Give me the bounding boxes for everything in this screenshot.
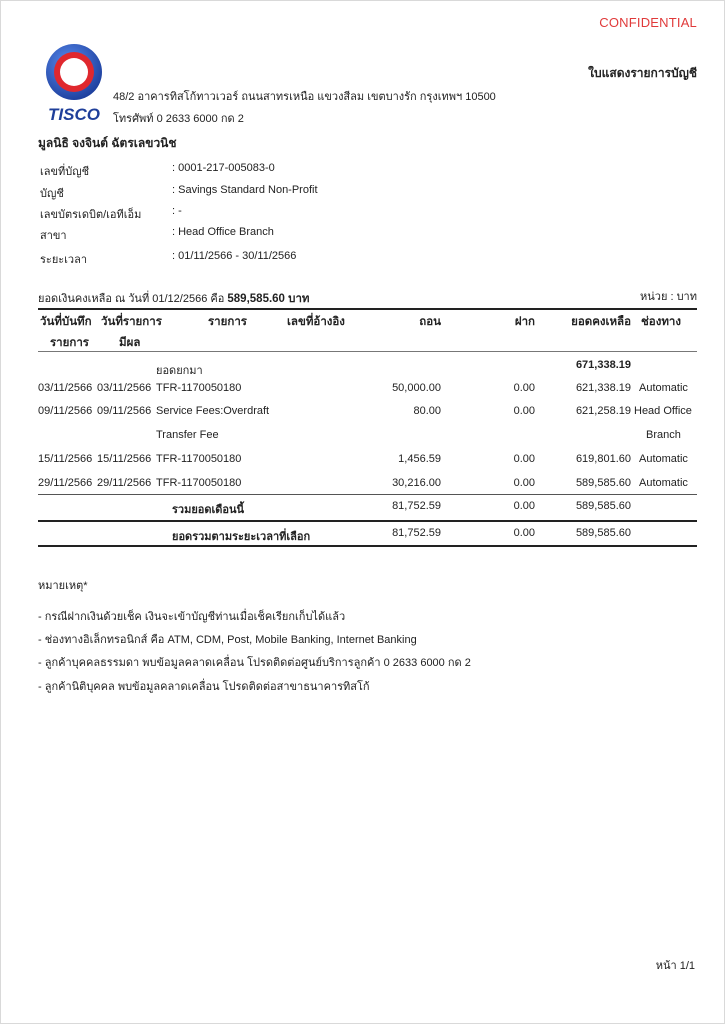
row-withdrawal: 30,216.00 [392,477,441,489]
monthly-total-balance: 589,585.60 [575,500,631,512]
header-record-date-2: รายการ [50,337,89,349]
note-item: - ลูกค้านิติบุคคล พบข้อมูลคลาดเคลื่อน โปรดติดต่อสาขาธนาคารทิสโก้ [38,681,370,693]
card-number-label: เลขบัตรเดบิต/เอทีเอ็ม [40,209,142,221]
table-top-rule [38,308,697,310]
row-channel: Automatic [639,453,688,465]
header-record-date: วันที่บันทึก [40,316,92,328]
confidential-label: CONFIDENTIAL [599,15,697,30]
balance-summary-prefix: ยอดเงินคงเหลือ ณ วันที่ 01/12/2566 คือ [38,293,228,305]
brought-forward-balance: 671,338.19 [575,359,631,371]
row-balance: 589,585.60 [575,477,631,489]
row-effective-date: 03/11/2566 [97,382,152,394]
row-description-line2: Transfer Fee [156,429,219,441]
row-date: 15/11/2566 [38,453,93,465]
tisco-logo [40,40,108,126]
header-balance: ยอดคงเหลือ [571,316,631,328]
row-channel-line2: Branch [646,429,681,441]
row-description: TFR-1170050180 [156,382,242,394]
bank-address: 48/2 อาคารทิสโก้ทาวเวอร์ ถนนสาทรเหนือ แขวงสีลม เขตบางรัก กรุงเทพฯ 10500 [113,91,496,103]
row-channel: Automatic [639,382,688,394]
note-item: - ลูกค้าบุคคลธรรมดา พบข้อมูลคลาดเคลื่อน โปรดติดต่อศูนย์บริการลูกค้า 0 2633 6000 กด 2 [38,657,471,669]
period-total-top-rule [38,520,697,522]
account-type-label: บัญชี [40,188,64,200]
note-item: - ช่องทางอิเล็กทรอนิกส์ คือ ATM, CDM, Post, Mobile Banking, Internet Banking [38,634,417,646]
balance-summary [38,289,309,308]
row-effective-date: 15/11/2566 [97,453,152,465]
document-title: ใบแสดงรายการบัญชี [588,66,697,80]
row-description: Service Fees:Overdraft [156,405,270,417]
header-withdrawal: ถอน [419,316,441,328]
branch-label: สาขา [40,230,67,242]
card-number-value: : - [172,205,182,217]
notes-title: หมายเหตุ* [38,580,88,592]
period-label: ระยะเวลา [40,254,88,266]
header-bottom-rule [38,351,697,352]
header-effective-date: วันที่รายการ [101,316,162,328]
row-withdrawal: 1,456.59 [398,453,441,465]
monthly-total-label: รวมยอดเดือนนี้ [172,504,245,516]
row-channel: Automatic [639,477,688,489]
row-deposit: 0.00 [513,477,535,489]
row-deposit: 0.00 [513,382,535,394]
branch-value: : Head Office Branch [172,226,274,238]
currency-unit: หน่วย : บาท [640,291,697,303]
row-balance: 621,338.19 [575,382,631,394]
row-description: TFR-1170050180 [156,477,242,489]
header-reference: เลขที่อ้างอิง [287,316,345,328]
header-channel: ช่องทาง [641,316,681,328]
period-total-deposit: 0.00 [513,527,535,539]
account-type-value: : Savings Standard Non-Profit [172,184,318,196]
totals-top-rule [38,494,697,495]
bank-phone: โทรศัพท์ 0 2633 6000 กด 2 [113,113,244,125]
brought-forward-label: ยอดยกมา [156,365,203,377]
row-balance: 621,258.19 [575,405,631,417]
header-deposit: ฝาก [514,316,535,328]
row-description: TFR-1170050180 [156,453,242,465]
balance-summary-amount: 589,585.60 บาท [227,293,310,305]
row-deposit: 0.00 [513,405,535,417]
period-value: : 01/11/2566 - 30/11/2566 [172,250,297,262]
row-date: 09/11/2566 [38,405,93,417]
account-holder-name: มูลนิธิ จงจินต์ ฉัตรเลขวนิช [38,136,177,150]
row-channel: Head Office [634,405,692,417]
period-total-balance: 589,585.60 [575,527,631,539]
period-total-label: ยอดรวมตามระยะเวลาที่เลือก [172,531,311,543]
logo-wordmark: TISCO [48,105,100,124]
row-balance: 619,801.60 [575,453,631,465]
row-deposit: 0.00 [513,453,535,465]
note-item: - กรณีฝากเงินด้วยเช็ค เงินจะเข้าบัญชีท่านเมื่อเช็คเรียกเก็บได้แล้ว [38,611,346,623]
account-number-label: เลขที่บัญชี [40,166,90,178]
monthly-total-withdrawal: 81,752.59 [392,500,441,512]
row-withdrawal: 50,000.00 [392,382,441,394]
page-number: หน้า 1/1 [655,960,695,972]
header-effective-date-2: มีผล [119,337,141,349]
row-date: 03/11/2566 [38,382,93,394]
period-total-withdrawal: 81,752.59 [392,527,441,539]
row-effective-date: 09/11/2566 [97,405,152,417]
monthly-total-deposit: 0.00 [513,500,535,512]
row-date: 29/11/2566 [38,477,93,489]
header-description: รายการ [208,316,247,328]
account-number-value: : 0001-217-005083-0 [172,162,275,174]
table-bottom-rule [38,545,697,547]
row-withdrawal: 80.00 [413,405,441,417]
row-effective-date: 29/11/2566 [97,477,152,489]
